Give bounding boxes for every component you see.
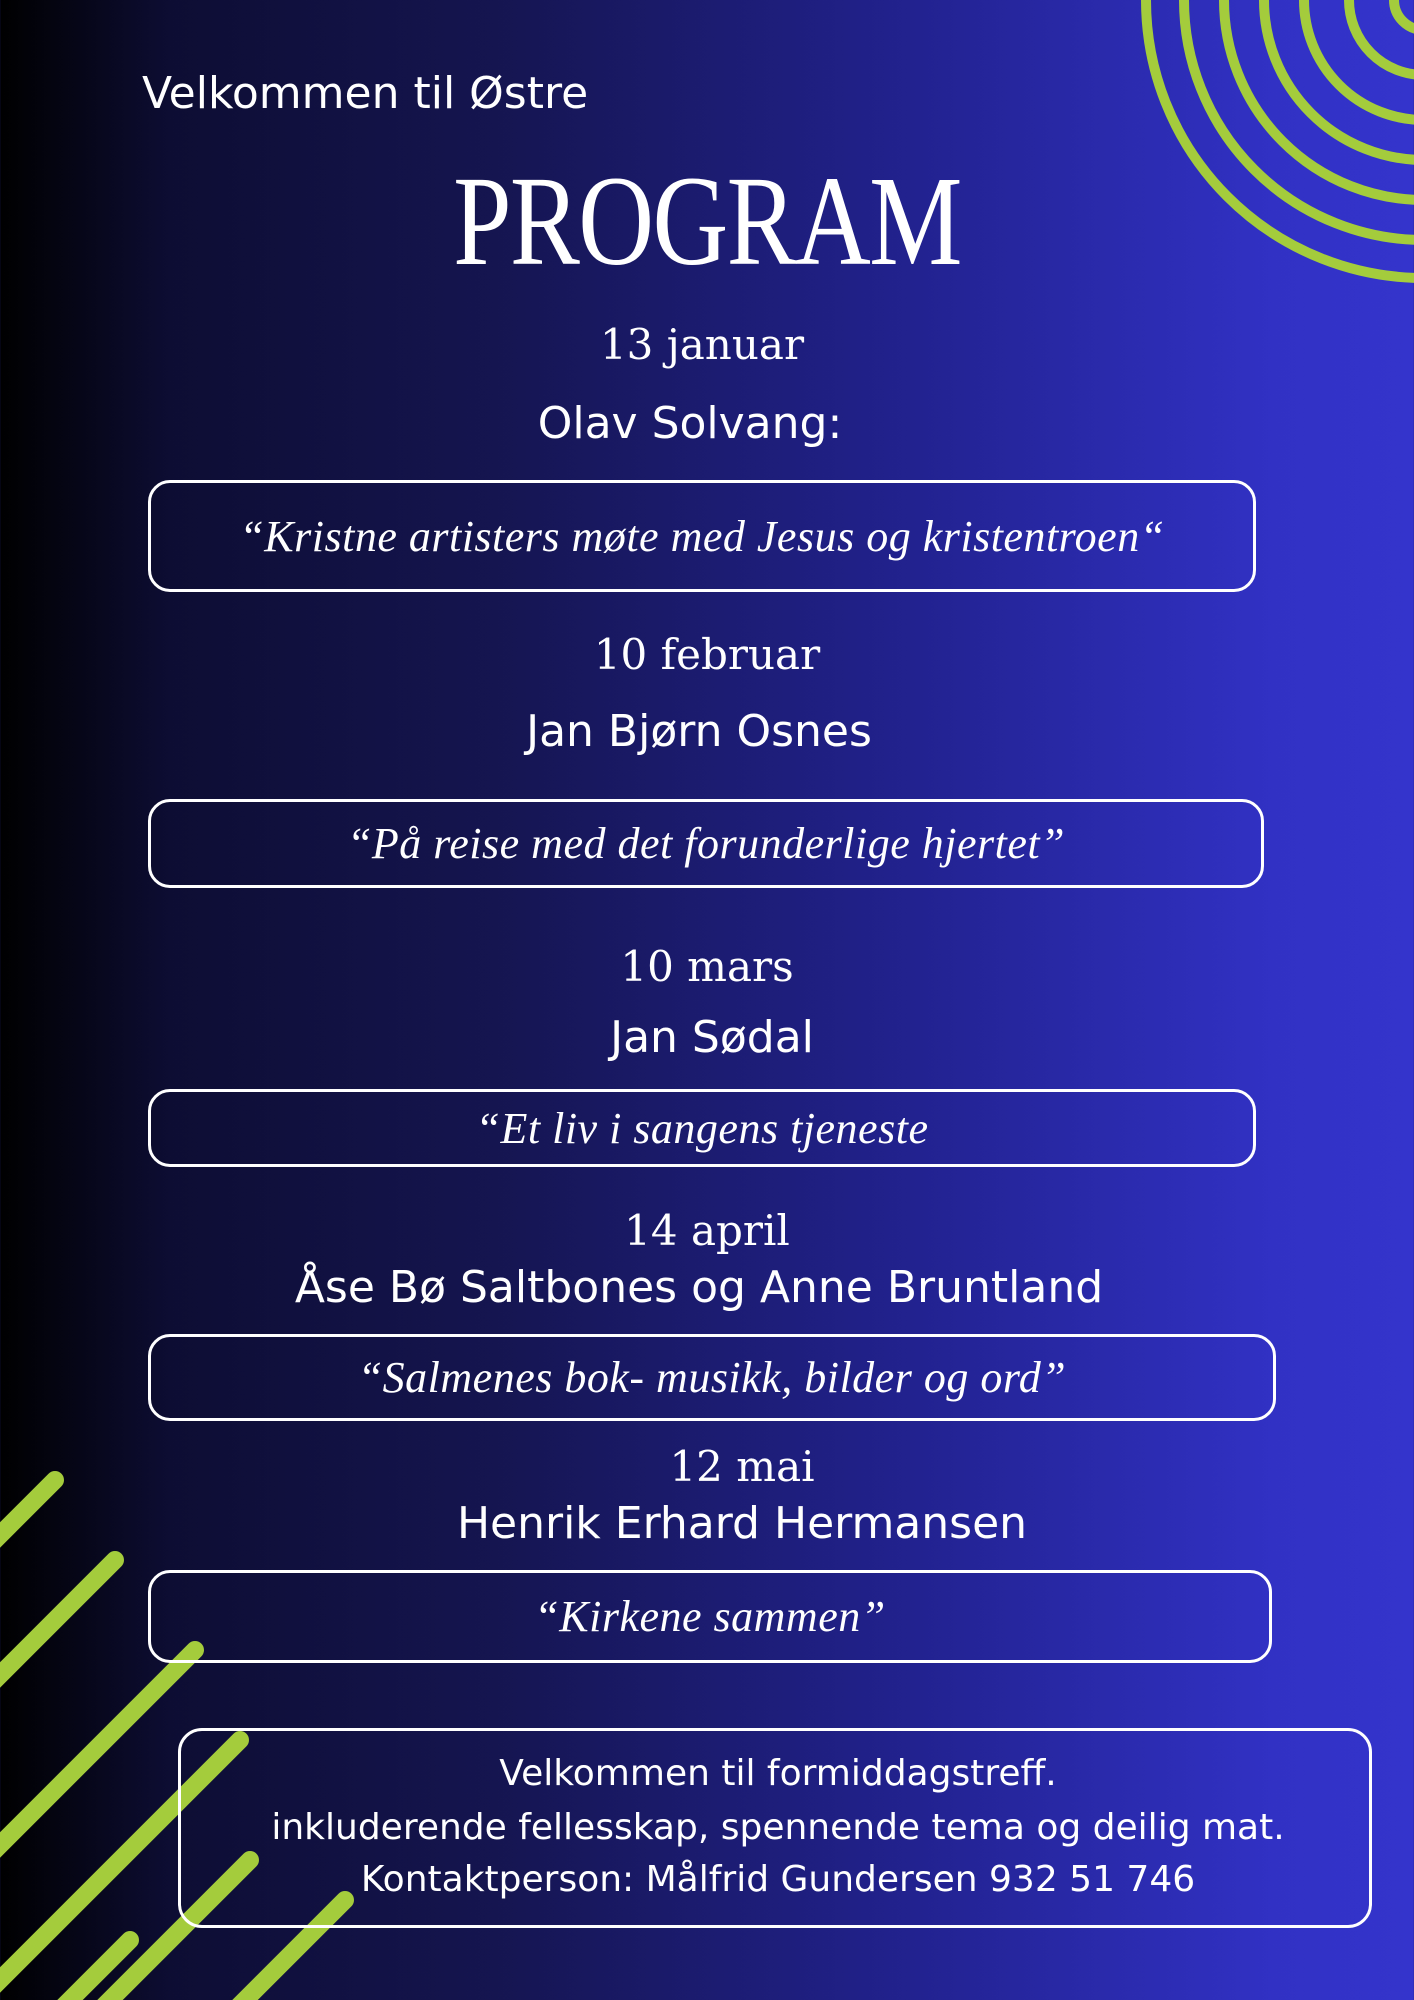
info-welcome: Velkommen til formiddagstreff. bbox=[499, 1753, 1057, 1794]
info-description: inkluderende fellesskap, spennende tema og deilig mat. bbox=[271, 1807, 1285, 1848]
event-speaker: Henrik Erhard Hermansen bbox=[456, 1498, 1028, 1549]
event-date: 10 februar bbox=[593, 630, 821, 679]
greeting-text: Velkommen til Østre bbox=[142, 68, 589, 119]
event-date: 12 mai bbox=[669, 1442, 815, 1491]
event-topic-box bbox=[148, 1334, 1276, 1421]
event-speaker: Olav Solvang: bbox=[537, 398, 843, 449]
info-contact: Kontaktperson: Målfrid Gundersen 932 51 746 bbox=[360, 1859, 1196, 1900]
event-speaker: Åse Bø Saltbones og Anne Bruntland bbox=[294, 1262, 1104, 1313]
page-title: PROGRAM bbox=[453, 150, 961, 292]
event-speaker: Jan Sødal bbox=[610, 1012, 814, 1063]
event-topic-box bbox=[148, 1570, 1272, 1663]
event-topic-box bbox=[148, 1089, 1256, 1167]
event-date: 13 januar bbox=[599, 320, 805, 369]
event-topic: “Kirkene sammen” bbox=[534, 1592, 886, 1641]
event-speaker: Jan Bjørn Osnes bbox=[526, 706, 872, 757]
event-topic-box bbox=[148, 480, 1256, 592]
event-topic: “Et liv i sangens tjeneste bbox=[475, 1103, 929, 1153]
info-box bbox=[178, 1728, 1372, 1928]
event-date: 14 april bbox=[624, 1206, 790, 1255]
event-topic: “Salmenes bok- musikk, bilder og ord” bbox=[357, 1353, 1067, 1402]
event-date: 10 mars bbox=[620, 942, 794, 991]
event-topic: “På reise med det forunderlige hjertet” bbox=[346, 819, 1066, 868]
event-topic: “Kristne artisters møte med Jesus og kristentroen“ bbox=[239, 511, 1165, 561]
event-topic-box bbox=[148, 799, 1264, 888]
